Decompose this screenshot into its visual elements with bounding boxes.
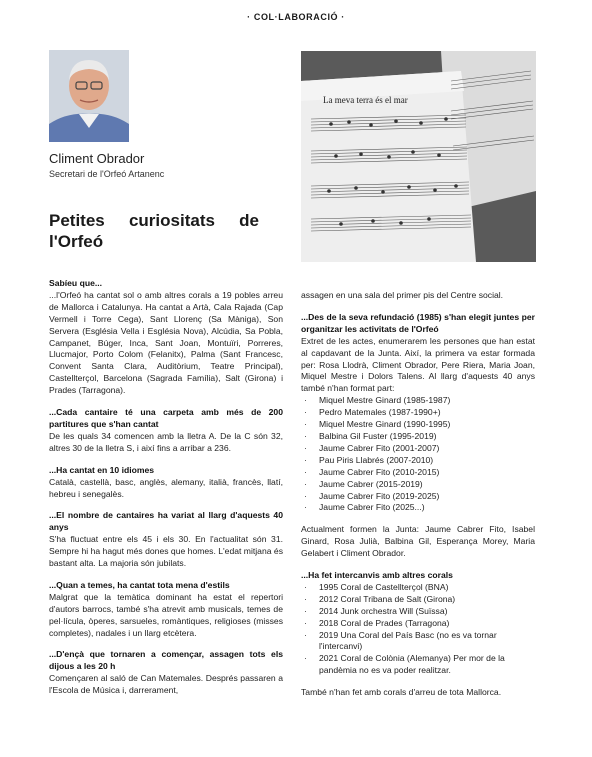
sheet-music-title: La meva terra és el mar [323,95,408,105]
section-label: · COL·LABORACIÓ · [247,12,345,22]
list-item: · Jaume Cabrer Fito (2025...) [301,502,535,514]
left-column [49,278,283,697]
list-item: · 2021 Coral de Colònia (Alemanya) Per mor de la pandèmia no es va poder realitzar. [301,653,535,677]
section-heading: ...El nombre de cantaires ha variat al llarg d'aquests 40 anys [49,510,283,533]
list-item: · Miquel Mestre Ginard (1985-1987) [301,395,535,407]
section-text: ...l'Orfeó ha cantat sol o amb altres corals a 19 pobles arreu de Mallorca i Catalunya. Ha cantat a Artà, Cala Rajada (Cap Vermell i Torre Cega), Sant Llorenç (Sa Màniga), Son Servera (Església Vella i Església Nova), Alcúdia, Sa Pobla, Campanet, Búger, Inca, Sant Joan, Montuïri, Porreres, Llucmajor, Porto Colom (Felanitx), Palma (Sant Francesc, Convent Santa Clara, Auditòrium, Teatre Principal), Castellterçol, Barcelona (Sagrada Família), Salt (Girona) i Prades (Tarragona). [49,289,283,396]
list-item: · Jaume Cabrer Fito (2010-2015) [301,467,535,479]
section-text: Català, castellà, basc, anglès, alemany, italià, francès, llatí, hebreu i senegalès. [49,476,283,499]
list-item: · Jaume Cabrer Fito (2019-2025) [301,491,535,503]
list-item: · Jaume Cabrer Fito (2001-2007) [301,443,535,455]
section-heading: ...Cada cantaire té una carpeta amb més de 200 partitures que s'han cantat [49,407,283,429]
section-text: assagen en una sala del primer pis del Centre social. [301,290,504,300]
list-item: · Pedro Matemales (1987-1990+) [301,407,535,419]
list-item: · Balbina Gil Fuster (1995-2019) [301,431,535,443]
list-item: · Pau Piris Llabrés (2007-2010) [301,455,535,467]
section-heading: ...Ha fet intercanvis amb altres corals [301,570,453,581]
section-text: S'ha fluctuat entre els 45 i els 30. En l'actualitat són 31. Sempre hi ha hagut més dones que homes. L'edat mitjana és bastant alta. La majoria són jubilats. [49,534,283,569]
list-item: · 2019 Una Coral del País Basc (no es va tornar l'intercanvi) [301,630,535,654]
author-name: Climent Obrador [49,151,145,166]
author-role: Secretari de l'Orfeó Artanenc [49,169,165,179]
junta-list [301,395,535,514]
section-heading: ...Quan a temes, ha cantat tota mena d'estils [49,579,230,590]
section-text: També n'han fet amb corals d'arreu de tota Mallorca. [301,687,502,698]
list-item: · 2018 Coral de Prades (Tarragona) [301,618,535,630]
list-item: · 2012 Coral Tribana de Salt (Girona) [301,594,535,606]
article-title: Petites curiositats de l'Orfeó [49,211,259,251]
list-item: · 2014 Junk orchestra Will (Suïssa) [301,606,535,618]
list-item: · Jaume Cabrer (2015-2019) [301,479,535,491]
section-text: Començaren al saló de Can Matemales. Després passaren a l'Escola de Música i, darrerament, [49,673,283,696]
section-heading: ...D'ençà que tornaren a començar, assagen tots els dijous a les 20 h [49,649,283,672]
list-item: · Miquel Mestre Ginard (1990-1995) [301,419,535,431]
sheet-music-photo [301,51,536,262]
section-text: De les quals 34 comencen amb la lletra A. De la C són 32, altres 30 de la lletra S, i així fins a arribar a 236. [49,430,283,453]
section-heading: ...Ha cantat en 10 idiomes [49,464,155,475]
section-heading: ...Des de la seva refundació (1985) s'han elegit juntes per organitzar les activitats de l'Orfeó [301,311,535,334]
right-column [301,290,535,699]
section-text: Extret de les actes, enumerarem les persones que han estat al capdavant de la Junta. Així, la primera va estar formada per: Rosa Llodrà, Climent Obrador, Pere Riera, Maria Joan, Miquel Mestre i Dolors Talens. Al llarg d'aquests 40 anys també n'han format part: [301,335,535,394]
author-photo [49,50,129,142]
section-heading: Sabíeu que... [49,278,103,288]
section-text: Actualment formen la Junta: Jaume Cabrer Fito, Isabel Ginard, Rosa Julià, Balbina Gil, Esperança Morey, Maria Gelabert i Climent Obrador. [301,524,535,559]
section-text: Malgrat que la temàtica dominant ha estat el repertori d'autors barrocs, també s'ha atrevit amb musicals, temes de pel·lícula, òperes, sarsueles, romàntiques, religioses (misses completes), nadales i un llarg etcètera. [49,591,283,638]
list-item: · 1995 Coral de Castellterçol (BNA) [301,582,535,594]
exchange-list [301,582,535,677]
